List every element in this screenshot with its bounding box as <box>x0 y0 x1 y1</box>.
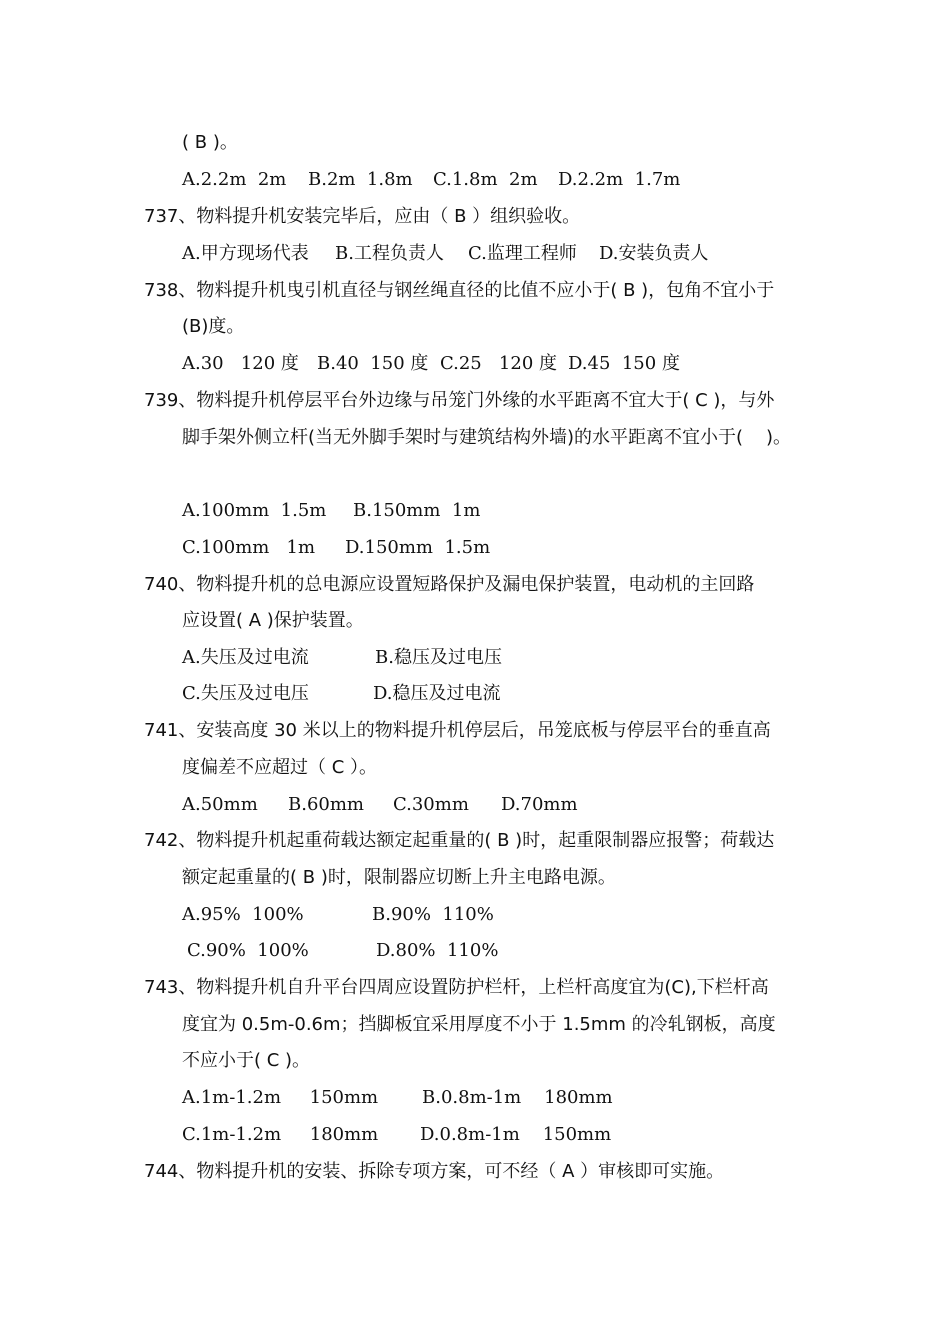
question-738-stem-line1: 738、物料提升机曳引机直径与钢丝绳直径的比值不应小于( B )，包角不宜小于 <box>144 280 775 301</box>
question-739-stem-line1: 739、物料提升机停层平台外边缘与吊笼门外缘的水平距离不宜大于( C )，与外 <box>144 390 775 411</box>
option-c: C.失压及过电压 <box>182 683 309 704</box>
option-a: A.95% 100% <box>182 904 304 925</box>
question-743-stem-line2: 度宜为 0.5m-0.6m；挡脚板宜采用厚度不小于 1.5mm 的冷轧钢板，高度 <box>182 1014 776 1035</box>
question-742-options-row2 <box>187 939 787 963</box>
option-a: A.甲方现场代表 <box>182 243 309 264</box>
option-b: B.工程负责人 <box>335 243 444 264</box>
option-d: D.70mm <box>501 794 578 815</box>
question-739-options-row1 <box>182 499 782 523</box>
question-740-options-row2 <box>182 682 782 706</box>
question-739-options-row2 <box>182 536 782 560</box>
question-742-stem-line1: 742、物料提升机起重荷载达额定起重量的( B )时，起重限制器应报警；荷载达 <box>144 830 775 851</box>
question-737-options <box>182 242 782 266</box>
question-742-options-row1 <box>182 903 782 927</box>
question-743-stem-line3: 不应小于( C )。 <box>182 1050 311 1071</box>
question-740-stem-line1: 740、物料提升机的总电源应设置短路保护及漏电保护装置，电动机的主回路 <box>144 574 755 595</box>
question-743-options-row1 <box>182 1086 802 1110</box>
option-d: D.安装负责人 <box>599 243 709 264</box>
option-d: D.45 150 度 <box>568 353 680 374</box>
option-a: A.2.2m 2m <box>182 169 287 190</box>
option-a: A.50mm <box>182 794 258 815</box>
option-d: D.0.8m-1m 150mm <box>420 1124 612 1145</box>
question-736-answer-tail: ( B )。 <box>182 132 238 153</box>
option-c: C.25 120 度 <box>440 353 557 374</box>
option-b: B.60mm <box>288 794 364 815</box>
option-a: A.1m-1.2m 150mm <box>182 1087 379 1108</box>
option-b: B.90% 110% <box>372 904 494 925</box>
question-743-options-row2 <box>182 1123 802 1147</box>
question-741-options <box>182 793 782 817</box>
question-740-options-row1 <box>182 646 782 670</box>
option-c: C.100mm 1m <box>182 537 316 558</box>
option-a: A.100mm 1.5m <box>182 500 327 521</box>
option-c: C.1m-1.2m 180mm <box>182 1124 379 1145</box>
question-743-stem-line1: 743、物料提升机自升平台四周应设置防护栏杆，上栏杆高度宜为(C),下栏杆高 <box>144 977 769 998</box>
question-740-stem-line2: 应设置( A )保护装置。 <box>182 610 364 631</box>
option-b: B.稳压及过电压 <box>375 647 502 668</box>
question-742-stem-line2: 额定起重量的( B )时，限制器应切断上升主电路电源。 <box>182 867 616 888</box>
option-b: B.0.8m-1m 180mm <box>422 1087 613 1108</box>
question-736-options <box>182 168 782 192</box>
option-c: C.30mm <box>393 794 469 815</box>
question-741-stem-line2: 度偏差不应超过（ C ）。 <box>182 757 378 778</box>
question-744-stem: 744、物料提升机的安装、拆除专项方案，可不经（ A ）审核即可实施。 <box>144 1161 725 1182</box>
option-d: D.80% 110% <box>376 940 499 961</box>
option-a: A.30 120 度 <box>182 353 299 374</box>
option-a: A.失压及过电流 <box>182 647 309 668</box>
option-d: D.稳压及过电流 <box>373 683 501 704</box>
question-738-stem-line2: (B)度。 <box>182 316 245 337</box>
option-c: C.监理工程师 <box>468 243 577 264</box>
question-741-stem-line1: 741、安装高度 30 米以上的物料提升机停层后，吊笼底板与停层平台的垂直高 <box>144 720 771 741</box>
option-b: B.150mm 1m <box>353 500 481 521</box>
option-d: D.2.2m 1.7m <box>558 169 681 190</box>
question-738-options <box>182 352 782 376</box>
option-c: C.1.8m 2m <box>433 169 538 190</box>
option-c: C.90% 100% <box>187 940 309 961</box>
question-737-stem: 737、物料提升机安装完毕后，应由（ B ）组织验收。 <box>144 206 581 227</box>
option-b: B.2m 1.8m <box>308 169 413 190</box>
question-739-stem-line2: 脚手架外侧立杆(当无外脚手架时与建筑结构外墙)的水平距离不宜小于( )。 <box>182 427 791 448</box>
option-b: B.40 150 度 <box>317 353 429 374</box>
option-d: D.150mm 1.5m <box>345 537 491 558</box>
